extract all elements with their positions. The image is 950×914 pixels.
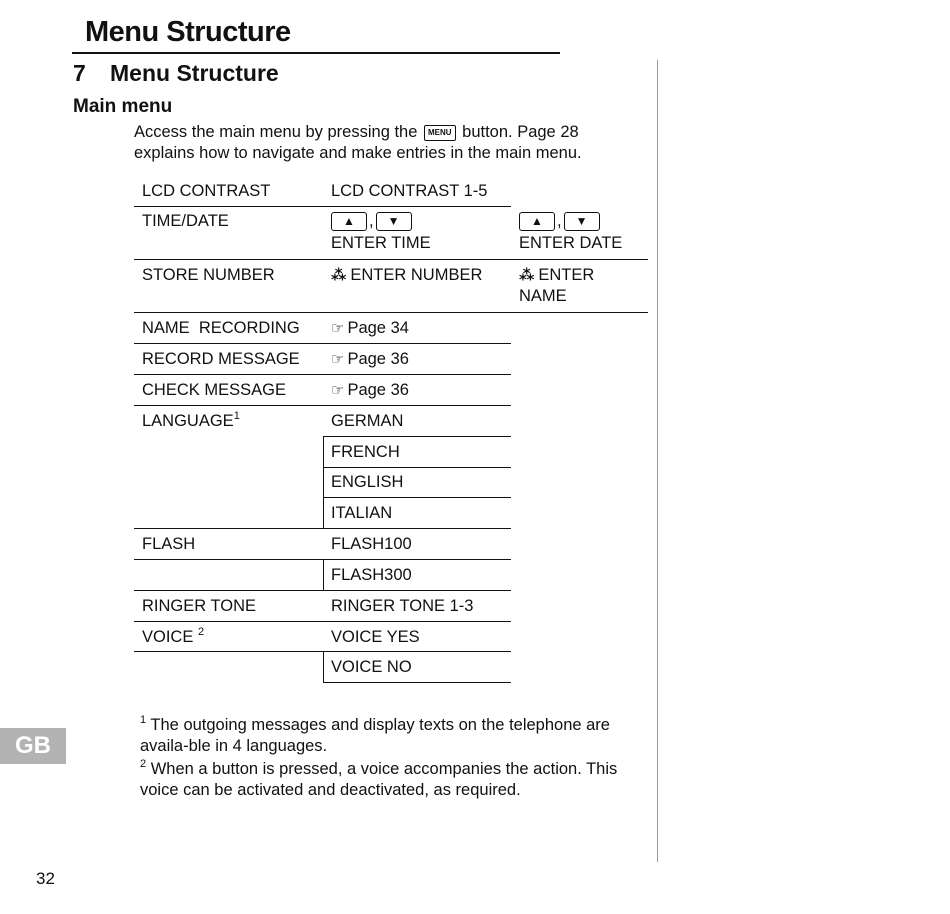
menu-item-record-message: RECORD MESSAGE bbox=[142, 350, 300, 368]
pointing-hand-icon: ☞ bbox=[331, 320, 345, 337]
table-rule bbox=[134, 374, 511, 375]
menu-key-icon: MENU bbox=[424, 125, 456, 141]
pointing-hand-icon: ☞ bbox=[331, 382, 345, 399]
enter-number-text: ENTER NUMBER bbox=[350, 266, 483, 284]
table-rule bbox=[323, 467, 511, 468]
table-rule bbox=[134, 590, 511, 591]
subsection-heading: Main menu bbox=[73, 96, 173, 117]
menu-value-enter-number bbox=[331, 265, 482, 286]
menu-value-ringer-tone: RINGER TONE 1-3 bbox=[331, 597, 474, 615]
table-rule bbox=[134, 405, 511, 406]
footnote-text: The outgoing messages and display texts on the telephone are availa-ble in 4 languages. bbox=[140, 716, 610, 755]
table-rule bbox=[134, 206, 511, 207]
title-rule bbox=[72, 52, 560, 54]
page-number: 32 bbox=[36, 869, 55, 888]
intro-text-after: button. Page 28 explains how to navigate and make entries in the main menu. bbox=[134, 123, 582, 162]
voice-option-no: VOICE NO bbox=[331, 658, 412, 676]
footnote-ref: 1 bbox=[233, 410, 240, 422]
language-option-german: GERMAN bbox=[331, 412, 404, 430]
footnote-mark: 2 bbox=[140, 758, 147, 770]
down-arrow-icon: ▼ bbox=[376, 212, 412, 231]
footnote-2 bbox=[140, 759, 650, 801]
footnotes bbox=[140, 715, 650, 803]
menu-item-name-recording: NAME RECORDING bbox=[142, 319, 300, 337]
pointing-hand-icon: ☞ bbox=[331, 351, 345, 368]
time-arrow-keys bbox=[331, 211, 412, 232]
arrow-separator: , bbox=[557, 212, 562, 230]
menu-item-lcd-contrast: LCD CONTRAST bbox=[142, 182, 271, 200]
section-heading bbox=[73, 60, 279, 87]
page-reference: Page 34 bbox=[347, 319, 409, 337]
keypad-icon: ⁂ bbox=[519, 267, 535, 284]
arrow-separator: , bbox=[369, 212, 374, 230]
menu-value-enter-name bbox=[519, 265, 594, 286]
page-title: Menu Structure bbox=[85, 16, 291, 48]
footnote-ref: 2 bbox=[197, 626, 205, 638]
menu-item-language bbox=[142, 411, 240, 432]
menu-item-voice bbox=[142, 627, 204, 648]
up-arrow-icon: ▲ bbox=[331, 212, 367, 231]
table-rule bbox=[323, 497, 511, 498]
language-label: LANGUAGE bbox=[142, 412, 234, 430]
intro-text-before: Access the main menu by pressing the bbox=[134, 123, 418, 141]
enter-name-line2: NAME bbox=[519, 287, 567, 305]
column-divider bbox=[657, 60, 658, 862]
date-arrow-keys bbox=[519, 211, 600, 232]
menu-value-enter-time: ENTER TIME bbox=[331, 234, 431, 252]
language-option-english: ENGLISH bbox=[331, 473, 404, 491]
voice-label: VOICE bbox=[142, 628, 194, 646]
menu-value-record-message bbox=[331, 349, 409, 370]
table-rule bbox=[134, 528, 511, 529]
voice-option-yes: VOICE YES bbox=[331, 628, 420, 646]
footnote-text: When a button is pressed, a voice accompanies the action. This voice can be activated and deactivated, as required. bbox=[140, 760, 618, 799]
enter-name-line1: ENTER bbox=[538, 266, 595, 284]
intro-paragraph bbox=[134, 122, 634, 164]
menu-value-check-message bbox=[331, 380, 409, 401]
page-reference: Page 36 bbox=[347, 350, 409, 368]
language-option-french: FRENCH bbox=[331, 443, 400, 461]
menu-item-time-date: TIME/DATE bbox=[142, 212, 229, 230]
table-rule-vertical bbox=[323, 651, 324, 683]
keypad-icon: ⁂ bbox=[331, 267, 347, 284]
menu-value-name-recording bbox=[331, 318, 409, 339]
page-reference: Page 36 bbox=[347, 381, 409, 399]
table-rule-vertical bbox=[323, 559, 324, 590]
table-rule bbox=[134, 621, 511, 622]
table-rule-vertical bbox=[323, 436, 324, 528]
footnote-1 bbox=[140, 715, 650, 757]
menu-item-flash: FLASH bbox=[142, 535, 196, 553]
menu-item-check-message: CHECK MESSAGE bbox=[142, 381, 286, 399]
table-rule bbox=[134, 312, 648, 313]
language-side-tab: GB bbox=[0, 728, 66, 764]
menu-value-enter-date: ENTER DATE bbox=[519, 234, 623, 252]
table-rule bbox=[323, 682, 511, 683]
language-option-italian: ITALIAN bbox=[331, 504, 393, 522]
table-rule bbox=[323, 436, 511, 437]
menu-item-store-number: STORE NUMBER bbox=[142, 266, 275, 284]
menu-item-ringer-tone: RINGER TONE bbox=[142, 597, 256, 615]
footnote-mark: 1 bbox=[140, 714, 147, 726]
section-number: 7 bbox=[73, 60, 86, 86]
table-rule bbox=[134, 343, 511, 344]
menu-value-lcd-contrast: LCD CONTRAST 1-5 bbox=[331, 182, 488, 200]
flash-option-100: FLASH100 bbox=[331, 535, 412, 553]
flash-option-300: FLASH300 bbox=[331, 566, 412, 584]
down-arrow-icon: ▼ bbox=[564, 212, 600, 231]
table-rule bbox=[134, 259, 648, 260]
up-arrow-icon: ▲ bbox=[519, 212, 555, 231]
section-title: Menu Structure bbox=[110, 60, 279, 86]
